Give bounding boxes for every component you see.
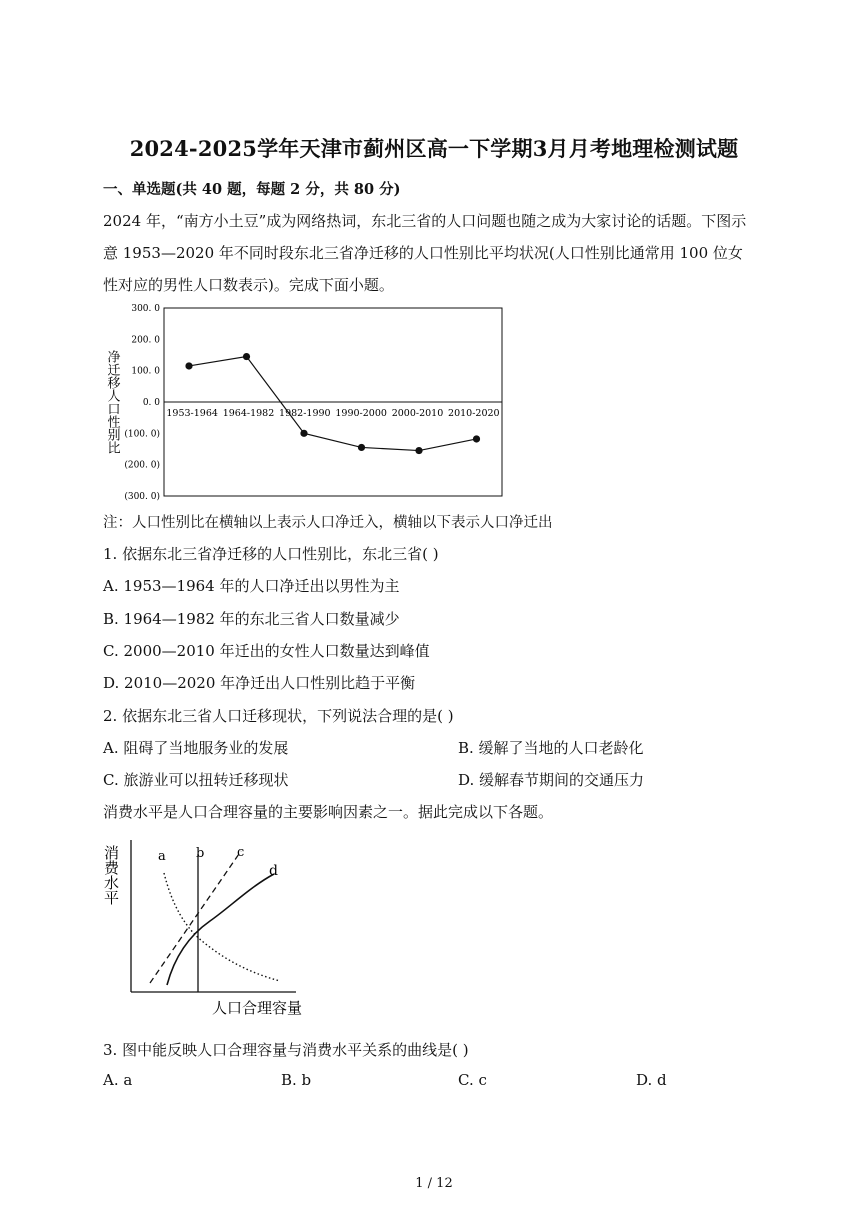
intro1-line1: 2024 年，“南方小土豆”成为网络热词，东北三省的人口问题也随之成为大家讨论的话题。下图示 [103,212,747,230]
x-tick-label: 1953-1964 [166,408,218,419]
data-point [358,444,365,451]
section-heading: 一、单选题(共 40 题，每题 2 分，共 80 分) [103,181,401,198]
q3-stem: 3. 图中能反映人口合理容量与消费水平关系的曲线是( ) [103,1041,469,1059]
curve-d [167,874,274,985]
q1-option-d[interactable]: D. 2010—2020 年净迁出人口性别比趋于平衡 [103,674,416,692]
data-point [415,447,422,454]
y-tick-label: 300. 0 [131,304,160,314]
page-number: 1 / 12 [415,1176,453,1191]
curve-c [150,851,241,983]
q3-option-a[interactable]: A. a [103,1071,133,1089]
q3-option-b[interactable]: B. b [281,1071,312,1089]
sex-ratio-chart [100,298,510,504]
series-line [189,357,477,451]
y-axis-label: 消费水平 [102,845,120,905]
x-tick-label: 1982-1990 [279,408,331,419]
x-tick-label: 2000-2010 [391,408,444,419]
data-point [243,353,250,360]
intro1-line3: 性对应的男性人口数表示)。完成下面小题。 [103,276,394,294]
x-tick-label: 1990-2000 [335,408,387,419]
y-tick-label: 100. 0 [131,366,160,377]
q2-option-c[interactable]: C. 旅游业可以扭转迁移现状 [103,771,289,789]
curve-d-label: d [269,863,278,879]
y-tick-label: (200. 0) [124,460,160,471]
y-axis-label: 净迁移人口性别比 [104,350,120,454]
q2-option-a[interactable]: A. 阻碍了当地服务业的发展 [103,739,289,757]
x-tick-label: 2010-2020 [448,408,500,419]
x-tick-label: 1964-1982 [222,408,275,419]
data-point [185,362,192,369]
y-tick-label: (100. 0) [124,429,160,440]
q1-option-a[interactable]: A. 1953—1964 年的人口净迁出以男性为主 [103,577,400,595]
curve-b-label: b [196,846,205,861]
x-axis-label: 人口合理容量 [212,999,303,1017]
q3-option-d[interactable]: D. d [636,1071,667,1089]
q1-option-c[interactable]: C. 2000—2010 年迁出的女性人口数量达到峰值 [103,642,430,660]
intro1-line2: 意 1953—2020 年不同时段东北三省净迁移的人口性别比平均状况(人口性别比通常用 100 位女 [103,244,743,262]
y-tick-label: (300. 0) [124,492,160,502]
q2-stem: 2. 依据东北三省人口迁移现状，下列说法合理的是( ) [103,707,454,725]
data-point [300,430,307,437]
chart-note: 注：人口性别比在横轴以上表示人口净迁入，横轴以下表示人口净迁出 [103,515,553,531]
y-tick-label: 0. 0 [142,398,160,408]
y-tick-label: 200. 0 [131,335,160,346]
capacity-curves-chart [100,835,330,1020]
intro2: 消费水平是人口合理容量的主要影响因素之一。据此完成以下各题。 [103,803,554,821]
q2-option-b[interactable]: B. 缓解了当地的人口老龄化 [458,739,644,757]
curve-c-label: c [237,845,245,860]
curve-a-label: a [158,849,166,864]
q2-option-d[interactable]: D. 缓解春节期间的交通压力 [458,771,645,789]
q1-stem: 1. 依据东北三省净迁移的人口性别比，东北三省( ) [103,545,439,563]
q1-option-b[interactable]: B. 1964—1982 年的东北三省人口数量减少 [103,610,400,628]
data-point [473,435,480,442]
curve-a [164,873,280,981]
q3-option-c[interactable]: C. c [458,1071,487,1089]
page-title: 2024-2025学年天津市蓟州区高一下学期3月月考地理检测试题 [129,136,739,161]
